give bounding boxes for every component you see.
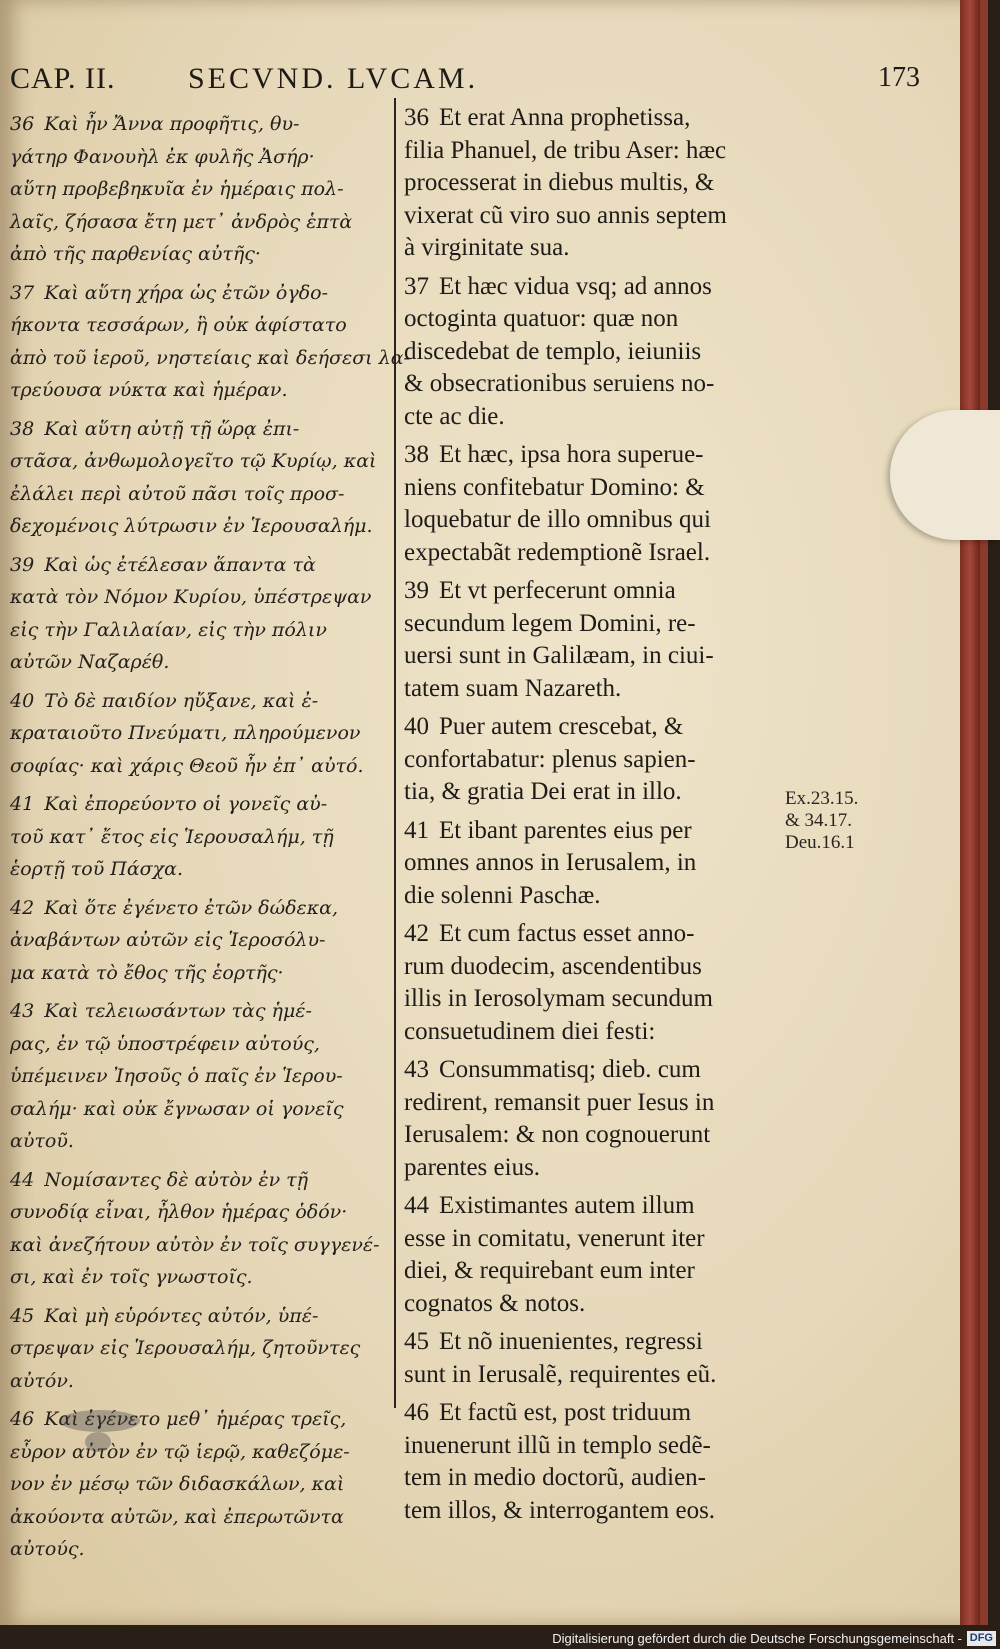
verse-number: 45: [10, 1304, 35, 1327]
greek-verse-line: [10, 173, 388, 206]
latin-verse-44: [404, 1190, 784, 1320]
latin-verse-line: [404, 744, 784, 777]
latin-verse-text: Puer autem crescebat, &: [439, 713, 684, 740]
latin-verse-text: Existimantes autem illum: [439, 1192, 695, 1219]
greek-verse-text: ἀναβάντων αὐτῶν εἰς Ἱεροσόλυ-: [10, 929, 326, 951]
verse-number: 46: [10, 1408, 35, 1430]
greek-verse-line: [10, 1365, 388, 1398]
latin-verse-line: [404, 303, 784, 336]
running-header: [10, 62, 970, 102]
greek-verse-text: Καὶ ἦν Ἄννα προφῆτις, θυ-: [44, 113, 300, 135]
greek-verse-36: [10, 108, 388, 271]
latin-verse-line: [404, 1223, 784, 1256]
latin-verse-text: à virginitate sua.: [404, 234, 570, 261]
latin-verse-36: [404, 102, 784, 265]
greek-verse-line: [10, 510, 388, 543]
greek-verse-line: [10, 1332, 388, 1365]
greek-verse-line: [10, 413, 388, 446]
greek-verse-38: [10, 413, 388, 543]
greek-verse-text: ἀπὸ τῆς παρθενίας αὐτῆς·: [10, 243, 261, 265]
latin-verse-line: [404, 711, 784, 744]
greek-verse-line: [10, 309, 388, 342]
greek-verse-text: Καὶ ὡς ἐτέλεσαν ἅπαντα τὰ: [44, 553, 316, 576]
latin-verse-text: octoginta quatuor: quæ non: [404, 305, 679, 332]
latin-verse-line: [404, 847, 784, 880]
latin-verse-text: Ierusalem: & non cognouerunt: [404, 1121, 711, 1148]
latin-verse-line: [404, 271, 784, 304]
latin-verse-text: discedebat de templo, ieiuniis: [404, 337, 702, 365]
latin-verse-text: vixerat cũ viro suo annis septem: [404, 201, 727, 229]
greek-verse-text: ἀπὸ τοῦ ἱεροῦ, νηστείαις καὶ δεήσεσι λα-: [10, 346, 410, 369]
greek-verse-line: [10, 238, 388, 271]
greek-verse-text: σι, καὶ ἐν τοῖς γνωστοῖς.: [10, 1266, 253, 1288]
greek-verse-line: [10, 549, 388, 582]
latin-verse-line: [404, 1255, 784, 1288]
greek-verse-line: [10, 1229, 388, 1262]
page-fore-edge: [960, 0, 980, 1625]
greek-verse-line: [10, 717, 388, 750]
latin-verse-line: [404, 673, 784, 706]
latin-verse-line: [404, 815, 784, 848]
page-tab-marker: [890, 410, 1000, 540]
greek-verse-43: [10, 995, 388, 1158]
latin-verse-line: [404, 135, 784, 168]
latin-verse-text: processerat in diebus multis, &: [404, 169, 715, 196]
latin-verse-text: Et nõ inuenientes, regressi: [439, 1328, 703, 1355]
latin-verse-line: [404, 1326, 784, 1359]
latin-verse-line: [404, 1119, 784, 1152]
latin-verse-text: cte ac die.: [404, 402, 505, 430]
marginal-reference-line: Ex.23.15.: [785, 788, 859, 809]
latin-verse-text: expectabãt redemptionẽ Israel.: [404, 538, 711, 566]
greek-verse-41: [10, 788, 388, 886]
greek-verse-text: λαῖς, ζήσασα ἔτη μετ᾽ ἀνδρὸς ἑπτὰ: [10, 210, 353, 233]
greek-verse-line: [10, 788, 388, 821]
funding-notice: Digitalisierung gefördert durch die Deutsche Forschungsgemeinschaft -: [552, 1631, 962, 1646]
verse-number: 38: [10, 417, 35, 440]
verse-number: 39: [404, 577, 429, 604]
latin-verse-line: [404, 880, 784, 913]
dfg-logo: DFG: [967, 1631, 996, 1646]
verse-number: 37: [10, 281, 35, 304]
latin-verse-37: [404, 271, 784, 434]
greek-verse-text: μα κατὰ τὸ ἔθος τῆς ἑορτῆς·: [10, 961, 284, 984]
latin-verse-text: sunt in Ierusalẽ, requirentes eũ.: [404, 1360, 717, 1388]
marginal-reference-line: Deu.16.1: [785, 832, 855, 853]
greek-verse-text: δεχομένοις λύτρωσιν ἐν Ἱερουσαλήμ.: [10, 515, 373, 537]
greek-verse-line: [10, 685, 388, 718]
greek-verse-line: [10, 995, 388, 1028]
greek-verse-text: στᾶσα, ἀνθωμολογεῖτο τῷ Κυρίῳ, καὶ: [10, 450, 377, 472]
greek-verse-line: [10, 1501, 388, 1534]
greek-verse-text: σαλήμ· καὶ οὐκ ἔγνωσαν οἱ γονεῖς: [10, 1097, 344, 1120]
greek-verse-text: αὕτη προβεβηκυῖα ἐν ἡμέραις πολ-: [10, 178, 344, 200]
latin-verse-text: niens confitebatur Domino: &: [404, 473, 705, 501]
latin-verse-line: [404, 537, 784, 570]
latin-verse-line: [404, 1430, 784, 1463]
greek-verse-line: [10, 478, 388, 511]
greek-verse-text: εἰς τὴν Γαλιλαίαν, εἰς τὴν πόλιν: [10, 618, 327, 641]
latin-verse-line: [404, 232, 784, 265]
greek-verse-line: [10, 1261, 388, 1294]
greek-verse-line: [10, 853, 388, 886]
latin-verse-text: Et erat Anna prophetissa,: [439, 104, 691, 131]
latin-verse-text: esse in comitatu, venerunt iter: [404, 1224, 705, 1252]
greek-verse-text: νον ἐν μέσῳ τῶν διδασκάλων, καὶ: [10, 1473, 345, 1495]
greek-verse-text: ἐλάλει περὶ αὐτοῦ πᾶσι τοῖς προσ-: [10, 482, 345, 505]
greek-verse-text: αὐτούς.: [10, 1538, 85, 1560]
latin-verse-text: diei, & requirebant eum inter: [404, 1257, 695, 1284]
latin-verse-line: [404, 1359, 784, 1392]
verse-number: 45: [404, 1328, 429, 1355]
latin-verse-line: [404, 1190, 784, 1223]
greek-verse-line: [10, 445, 388, 478]
latin-verse-text: Et ibant parentes eius per: [439, 816, 692, 844]
latin-verse-text: tatem suam Nazareth.: [404, 674, 622, 702]
latin-verse-line: [404, 951, 784, 984]
greek-verse-text: στρεψαν εἰς Ἱερουσαλήμ, ζητοῦντες: [10, 1337, 361, 1359]
latin-verse-text: tem illos, & interrogantem eos.: [404, 1496, 716, 1524]
verse-number: 36: [404, 104, 429, 131]
greek-verse-line: [10, 141, 388, 174]
verse-number: 42: [10, 896, 35, 919]
greek-verse-text: Καὶ αὕτη χήρα ὡς ἐτῶν ὀγδο-: [44, 281, 329, 304]
greek-verse-text: ἀκούοντα αὐτῶν, καὶ ἐπερωτῶντα: [10, 1505, 344, 1528]
greek-verse-text: Καὶ μὴ εὑρόντες αὐτόν, ὑπέ-: [44, 1304, 319, 1327]
greek-verse-text: σοφίας· καὶ χάρις Θεοῦ ἦν ἐπ᾽ αὐτό.: [10, 754, 364, 777]
latin-verse-line: [404, 1397, 784, 1430]
latin-verse-42: [404, 918, 784, 1048]
greek-verse-line: [10, 342, 410, 375]
greek-verse-text: αὐτόν.: [10, 1369, 74, 1392]
latin-verse-text: filia Phanuel, de tribu Aser: hæc: [404, 136, 727, 164]
latin-verse-line: [404, 401, 784, 434]
greek-verse-text: Καὶ αὕτη αὐτῇ τῇ ὥρᾳ ἐπι-: [44, 417, 300, 440]
greek-verse-line: [10, 1093, 388, 1126]
greek-verse-line: [10, 957, 388, 990]
greek-verse-37: [10, 277, 410, 407]
greek-verse-text: ἑορτῇ τοῦ Πάσχα.: [10, 858, 184, 880]
ink-stain: [85, 1432, 111, 1452]
verse-number: 43: [404, 1056, 429, 1083]
greek-verse-42: [10, 892, 388, 990]
greek-verse-text: αὐτοῦ.: [10, 1130, 74, 1152]
latin-verse-text: die solenni Paschæ.: [404, 881, 601, 909]
latin-verse-line: [404, 200, 784, 233]
latin-verse-line: [404, 1054, 784, 1087]
latin-verse-text: uersi sunt in Galilæam, in ciui-: [404, 642, 714, 669]
latin-verse-line: [404, 640, 784, 673]
greek-verse-text: ήκοντα τεσσάρων, ἣ οὐκ ἀφίστατο: [10, 314, 347, 336]
chapter-heading: CAP. II.: [10, 62, 116, 95]
greek-verse-line: [10, 646, 388, 679]
verse-number: 40: [404, 713, 429, 740]
verse-number: 36: [10, 113, 35, 135]
latin-verse-line: [404, 1087, 784, 1120]
latin-verse-text: confortabatur: plenus sapien-: [404, 745, 696, 773]
greek-verse-line: [10, 108, 388, 141]
latin-verse-text: redirent, remansit puer Iesus in: [404, 1088, 715, 1116]
greek-verse-line: [10, 1468, 388, 1501]
latin-verse-text: Et cum factus esset anno-: [439, 920, 695, 947]
latin-verse-text: parentes eius.: [404, 1153, 541, 1181]
greek-verse-text: αὐτῶν Ναζαρέθ.: [10, 651, 170, 673]
greek-verse-text: Καὶ ἐγένετο μεθ᾽ ἡμέρας τρεῖς,: [44, 1408, 347, 1430]
latin-verse-text: Et factũ est, post triduum: [439, 1399, 692, 1426]
verse-number: 40: [10, 689, 35, 712]
ink-stain: [60, 1410, 140, 1432]
greek-verse-text: ρας, ἐν τῷ ὑποστρέφειν αὐτούς,: [10, 1032, 320, 1055]
column-divider: [394, 98, 396, 1408]
greek-verse-text: Καὶ ἐπορεύοντο οἱ γονεῖς αὐ-: [44, 793, 328, 815]
greek-verse-line: [10, 1125, 388, 1158]
greek-verse-text: τρεύουσα νύκτα καὶ ἡμέραν.: [10, 379, 288, 401]
latin-verse-41: [404, 815, 784, 913]
greek-verse-text: καὶ ἀνεζήτουν αὐτὸν ἐν τοῖς συγγενέ-: [10, 1233, 380, 1256]
greek-verse-line: [10, 892, 388, 925]
latin-verse-line: [404, 504, 784, 537]
verse-number: 37: [404, 272, 429, 300]
latin-verse-text: Consummatisq; dieb. cum: [439, 1056, 701, 1083]
latin-verse-text: omnes annos in Ierusalem, in: [404, 849, 697, 876]
greek-verse-line: [10, 581, 388, 614]
latin-verse-text: & obsecrationibus seruiens no-: [404, 370, 715, 397]
latin-verse-43: [404, 1054, 784, 1184]
verse-number: 44: [10, 1168, 35, 1191]
latin-verse-line: [404, 1152, 784, 1185]
latin-verse-text: illis in Ierosolymam secundum: [404, 985, 713, 1012]
latin-verse-38: [404, 439, 784, 569]
greek-verse-text: συνοδίᾳ εἶναι, ἦλθον ἡμέρας ὁδόν·: [10, 1201, 348, 1223]
latin-verse-line: [404, 336, 784, 369]
latin-verse-text: rum duodecim, ascendentibus: [404, 952, 702, 980]
greek-verse-line: [10, 1196, 388, 1229]
greek-verse-text: Νομίσαντες δὲ αὐτὸν ἐν τῇ: [44, 1168, 309, 1191]
latin-verse-line: [404, 368, 784, 401]
latin-verse-text: inuenerunt illũ in templo sedẽ-: [404, 1431, 711, 1459]
latin-verse-46: [404, 1397, 784, 1527]
greek-verse-line: [10, 1436, 388, 1469]
latin-verse-text: Et hæc, ipsa hora superue-: [439, 441, 704, 468]
greek-verse-line: [10, 1164, 388, 1197]
greek-verse-text: γάτηρ Φανουὴλ ἐκ φυλῆς Ἀσήρ·: [10, 145, 315, 168]
verse-number: 41: [10, 793, 35, 815]
latin-verse-line: [404, 1462, 784, 1495]
latin-verse-text: consuetudinem diei festi:: [404, 1017, 656, 1045]
verse-number: 44: [404, 1192, 429, 1219]
greek-verse-text: τοῦ κατ᾽ ἔτος εἰς Ἱερουσαλήμ, τῇ: [10, 825, 334, 848]
marginal-reference-line: & 34.17.: [785, 810, 853, 831]
greek-verse-line: [10, 1533, 388, 1566]
latin-verse-text: tem in medio doctorũ, audien-: [404, 1464, 707, 1491]
verse-number: 46: [404, 1399, 429, 1426]
greek-verse-text: κραταιοῦτο Πνεύματι, πληρούμενον: [10, 722, 361, 744]
greek-verse-40: [10, 685, 388, 783]
page-number: 173: [878, 62, 920, 93]
latin-verse-line: [404, 1288, 784, 1321]
latin-verse-line: [404, 983, 784, 1016]
latin-verse-line: [404, 776, 784, 809]
greek-verse-line: [10, 1060, 388, 1093]
latin-verse-line: [404, 167, 784, 200]
book-title-heading: SECVND. LVCAM.: [188, 62, 479, 95]
latin-verse-line: [404, 1495, 784, 1528]
latin-verse-text: tia, & gratia Dei erat in illo.: [404, 778, 682, 805]
verse-number: 41: [404, 816, 429, 844]
latin-verse-39: [404, 575, 784, 705]
verse-number: 42: [404, 920, 429, 947]
greek-verse-line: [10, 1300, 388, 1333]
latin-verse-40: [404, 711, 784, 809]
verse-number: 39: [10, 553, 35, 576]
latin-verse-line: [404, 439, 784, 472]
greek-verse-45: [10, 1300, 388, 1398]
greek-verse-text: Καὶ ὅτε ἐγένετο ἐτῶν δώδεκα,: [44, 896, 339, 919]
verse-number: 38: [404, 441, 429, 468]
latin-verse-text: Et vt perfecerunt omnia: [439, 577, 676, 604]
latin-verse-text: cognatos & notos.: [404, 1289, 586, 1317]
greek-verse-line: [10, 614, 388, 647]
latin-verse-line: [404, 918, 784, 951]
marginal-reference: [785, 788, 885, 854]
greek-verse-text: κατὰ τὸν Νόμον Κυρίου, ὑπέστρεψαν: [10, 586, 372, 608]
latin-text-column: [404, 102, 784, 1533]
greek-verse-39: [10, 549, 388, 679]
greek-verse-line: [10, 821, 388, 854]
greek-verse-line: [10, 206, 388, 239]
greek-verse-line: [10, 750, 388, 783]
latin-verse-line: [404, 608, 784, 641]
greek-verse-line: [10, 277, 388, 310]
greek-verse-44: [10, 1164, 388, 1294]
latin-verse-45: [404, 1326, 784, 1391]
greek-verse-text: ὑπέμεινεν Ἰησοῦς ὁ παῖς ἐν Ἱερου-: [10, 1065, 343, 1087]
latin-verse-text: loquebatur de illo omnibus qui: [404, 506, 711, 533]
latin-verse-text: Et hæc vidua vsq; ad annos: [439, 272, 712, 300]
greek-verse-text: Καὶ τελειωσάντων τὰς ἡμέ-: [44, 1000, 312, 1022]
greek-verse-line: [10, 374, 388, 407]
latin-verse-text: secundum legem Domini, re-: [404, 609, 696, 637]
latin-verse-line: [404, 102, 784, 135]
greek-text-column: [10, 108, 410, 1572]
verse-number: 43: [10, 1000, 35, 1022]
footer-bar: [0, 1628, 1000, 1649]
latin-verse-line: [404, 575, 784, 608]
greek-verse-text: εὗρον αὐτὸν ἐν τῷ ἱερῷ, καθεζόμε-: [10, 1440, 350, 1463]
latin-verse-line: [404, 472, 784, 505]
greek-verse-line: [10, 924, 388, 957]
greek-verse-text: Τὸ δὲ παιδίον ηὔξανε, καὶ ἐ-: [44, 689, 319, 712]
latin-verse-line: [404, 1016, 784, 1049]
greek-verse-line: [10, 1028, 388, 1061]
